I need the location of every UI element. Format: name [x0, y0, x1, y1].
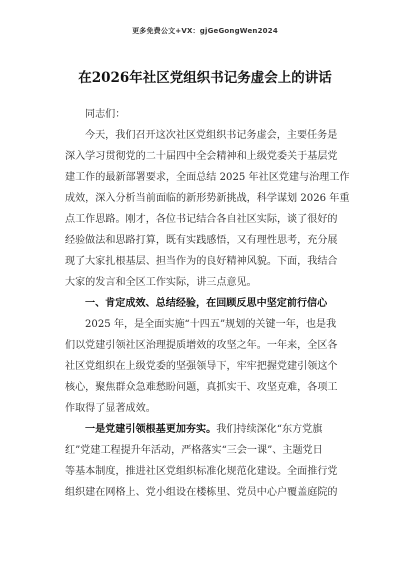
section-heading: 一、肯定成效、总结经验，在回顾反思中坚定前行信心 [85, 298, 328, 309]
paragraph-line: 2025 年，是全面实施“十四五”规划的关键一年，也是我 [85, 319, 337, 330]
paragraph-line: 们以党建引领社区治理提质增效的攻坚之年。一年来，全区各 [65, 340, 338, 351]
paragraph-line: 核心，聚焦群众急难愁盼问题，真抓实干、攻坚克难，各项工 [65, 382, 338, 393]
paragraph-opening [65, 125, 355, 293]
paragraph-review [65, 314, 355, 419]
paragraph-line: 经验做法和思路打算，既有实践感悟，又有理性思考，充分展 [65, 235, 338, 246]
paragraph-line: 组织建在网格上、党小组设在楼栋里、党员中心户覆盖庭院的 [65, 487, 338, 498]
paragraph-line: 红”党建工程提升年活动，严格落实“三会一课”、主题党日 [65, 445, 323, 456]
document-body [65, 104, 355, 503]
document-title: 在2026年社区党组织书记务虚会上的讲话 [78, 70, 332, 86]
point-text: 我们持续深化“东方党旗 [216, 424, 323, 435]
paragraph-line: 社区党组织在上级党委的坚强领导下，牢牢把握党建引领这个 [65, 361, 338, 372]
paragraph-line: 作取得了显著成效。 [65, 403, 156, 414]
paragraph-line: 大家的发言和全区工作实际，讲三点意见。 [65, 277, 257, 288]
point-lead: 一是党建引领根基更加夯实。 [85, 424, 217, 435]
salutation: 同志们： [85, 109, 126, 120]
header-note: 更多免费公文+VX：gjGeGongWen2024 [132, 27, 278, 35]
paragraph-line: 点工作思路。刚才，各位书记结合各自社区实际，谈了很好的 [65, 214, 338, 225]
paragraph-line: 现了大家扎根基层、担当作为的良好精神风貌。下面，我结合 [65, 256, 338, 267]
paragraph-line: 今天，我们召开这次社区党组织书记务虚会，主要任务是 [85, 130, 338, 141]
paragraph-line: 等基本制度，推进社区党组织标准化规范化建设。全面推行党 [65, 466, 338, 477]
paragraph-line: 深入学习贯彻党的二十届四中全会精神和上级党委关于基层党 [65, 151, 338, 162]
paragraph-line: 建工作的最新部署要求，全面总结 2025 年社区党建与治理工作 [65, 172, 350, 183]
paragraph-point-one [65, 419, 355, 503]
paragraph-line: 成效，深入分析当前面临的新形势新挑战，科学谋划 2026 年重 [65, 193, 350, 204]
paragraph-line [65, 419, 355, 440]
